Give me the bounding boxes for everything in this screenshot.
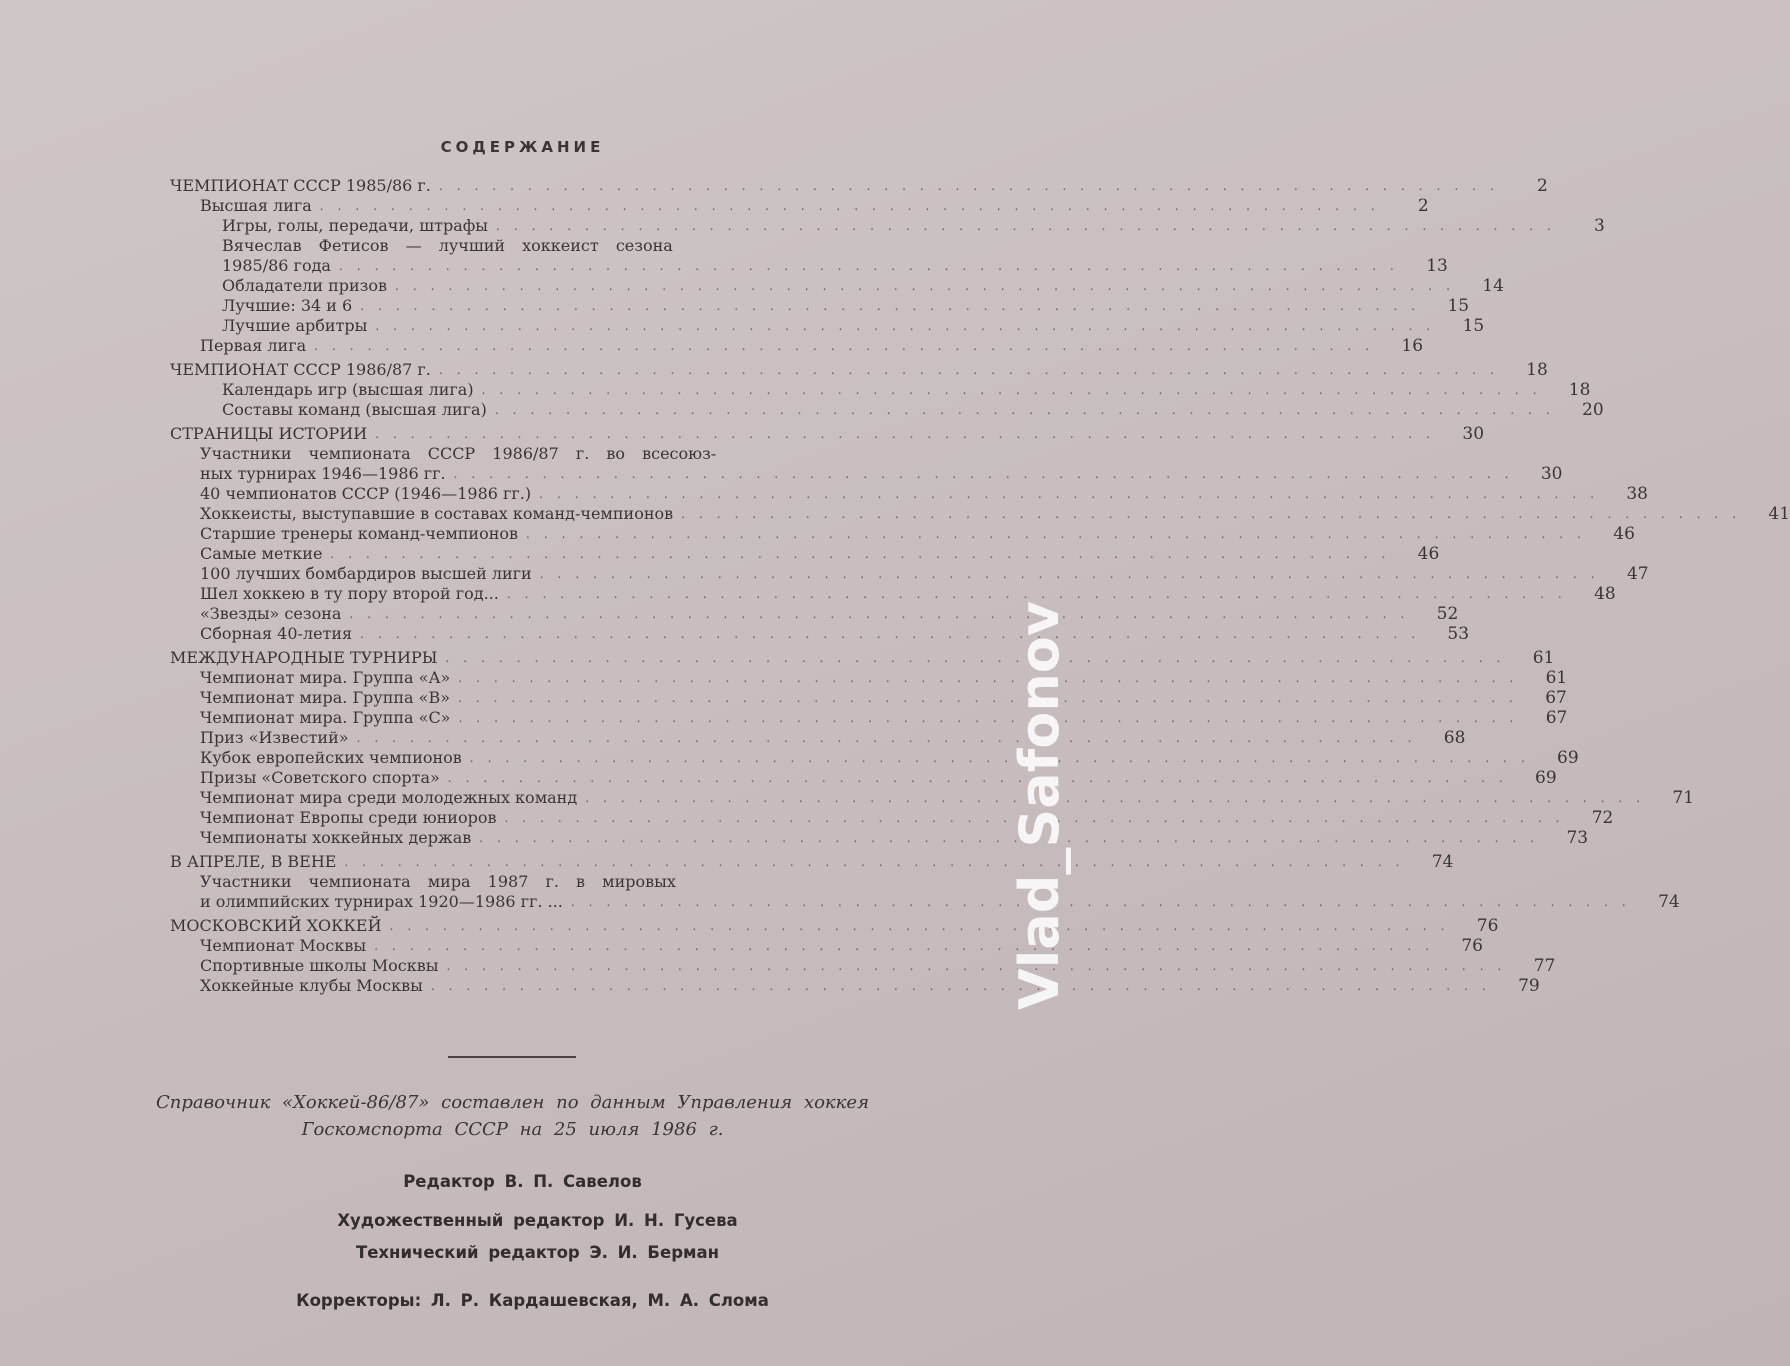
toc-entry (160, 688, 1567, 708)
toc-entry (160, 936, 1483, 956)
toc-entry (160, 852, 1454, 872)
credit-tech-editor: Технический редактор Э. И. Берман (355, 1243, 720, 1262)
toc-entry-title: 40 чемпионатов СССР (1946—1986 гг.) (200, 484, 532, 503)
toc-entry-page: 79 (1518, 976, 1540, 996)
toc-entry-page: 71 (1672, 788, 1695, 808)
toc-entry-page: 76 (1461, 936, 1483, 956)
toc-entry-title: В АПРЕЛЕ, В ВЕНЕ (170, 852, 337, 871)
toc-entry (160, 892, 1680, 912)
dot-leader: ............................................................ (457, 691, 1527, 705)
toc-entry-title: 1985/86 года (222, 256, 331, 275)
toc-entry-title: Участники чемпионата мира 1987 г. в мировых (200, 872, 676, 891)
toc-entry-page: 30 (1462, 424, 1485, 444)
toc-entry (160, 748, 1579, 768)
dot-leader: ............................................................ (314, 339, 1384, 353)
toc-entry (160, 668, 1568, 688)
toc-entry-title: Игры, голы, передачи, штрафы (222, 216, 488, 235)
toc-entry-page: 77 (1533, 956, 1556, 976)
toc-entry-title: ЧЕМПИОНАТ СССР 1986/87 г. (170, 360, 431, 379)
toc-entry (160, 976, 1540, 996)
toc-entry-title: Призы «Советского спорта» (200, 768, 440, 787)
toc-entry-title: Высшая лига (200, 196, 312, 215)
toc-entry-page: 15 (1462, 316, 1485, 336)
toc-entry-title: «Звезды» сезона (200, 604, 342, 623)
toc-entry-page: 73 (1566, 828, 1589, 848)
toc-entry (160, 544, 1440, 564)
dot-leader: ............................................................ (526, 527, 1595, 541)
toc-entry-page: 18 (1568, 380, 1591, 400)
dot-leader: ............................................................ (344, 855, 1414, 869)
toc-entry (160, 604, 1459, 624)
credit-proofreaders: Корректоры: Л. Р. Кардашевская, М. А. Слома (296, 1291, 769, 1310)
toc-entry-page: 76 (1476, 916, 1499, 936)
dot-leader: ............................................................ (375, 319, 1445, 333)
credit-art-editor: Художественный редактор И. Н. Гусева (337, 1211, 738, 1230)
toc-entry (160, 708, 1568, 728)
toc-entry-page: 53 (1447, 624, 1470, 644)
toc-entry-page: 61 (1532, 648, 1555, 668)
toc-entry-title: Хоккеисты, выступавшие в составах команд-чемпионов (200, 504, 674, 523)
toc-entry-title: Составы команд (высшая лига) (222, 400, 487, 419)
toc-entry-page: 67 (1545, 688, 1567, 708)
toc-entry-title: СТРАНИЦЫ ИСТОРИИ (170, 424, 368, 443)
toc-entry (160, 524, 1635, 544)
toc-entry-title: Чемпионат Европы среди юниоров (200, 808, 497, 827)
toc-entry (160, 584, 1616, 604)
dot-leader: ............................................................ (495, 219, 1565, 233)
toc-entry-title: Сборная 40-летия (200, 624, 353, 643)
toc-entry-title: Приз «Известий» (200, 728, 349, 747)
toc-entry (160, 276, 1504, 296)
toc-entry (160, 484, 1648, 504)
toc-entry (160, 828, 1589, 848)
toc-entry-page: 30 (1540, 464, 1563, 484)
toc-entry-title: Лучшие: 34 и 6 (222, 296, 353, 315)
dot-leader: ............................................................ (389, 919, 1459, 933)
dot-leader: ............................................................ (453, 467, 1523, 481)
toc-entry (160, 316, 1485, 336)
divider (448, 1056, 576, 1058)
toc-entry-title: Участники чемпионата СССР 1986/87 г. во всесоюз- (200, 444, 717, 463)
dot-leader: ............................................................ (445, 651, 1515, 665)
dot-leader: ............................................................ (330, 547, 1400, 561)
toc-entry-title: Чемпионат мира среди молодежных команд (200, 788, 578, 807)
dot-leader: ............................................................ (539, 487, 1608, 501)
dot-leader: ............................................................ (375, 427, 1445, 441)
toc-entry (160, 564, 1649, 584)
toc-entry (160, 424, 1485, 444)
toc-entry-title: Чемпионат мира. Группа «А» (200, 668, 451, 687)
toc-entry-title: Хоккейные клубы Москвы (200, 976, 423, 995)
toc-entry-title: 100 лучших бомбардиров высшей лиги (200, 564, 532, 583)
dot-leader: ............................................................ (506, 587, 1576, 601)
toc-entry-page: 48 (1594, 584, 1616, 604)
toc-entry-page: 74 (1658, 892, 1680, 912)
dot-leader: ............................................................ (438, 363, 1508, 377)
toc-entry-page: 74 (1431, 852, 1454, 872)
toc-entry-page: 46 (1417, 544, 1440, 564)
toc-entry-page: 67 (1545, 708, 1568, 728)
toc-entry-page: 16 (1401, 336, 1424, 356)
dot-leader: ............................................................ (504, 811, 1574, 825)
toc-entry-title: Чемпионат мира. Группа «С» (200, 708, 451, 727)
toc-entry-page: 3 (1594, 216, 1605, 236)
toc-entry-page: 20 (1582, 400, 1604, 420)
toc-entry-title: Лучшие арбитры (222, 316, 368, 335)
toc-entry (160, 360, 1548, 380)
toc-entry-page: 72 (1591, 808, 1614, 828)
dot-leader: ............................................................ (349, 607, 1419, 621)
toc-entry-page: 52 (1436, 604, 1459, 624)
dot-leader: ............................................................ (360, 627, 1430, 641)
toc-entry (160, 400, 1604, 420)
toc-entry-page: 18 (1526, 360, 1548, 380)
toc-entry-title: Самые меткие (200, 544, 323, 563)
toc-entry (160, 728, 1466, 748)
toc-entry-title: Старшие тренеры команд-чемпионов (200, 524, 519, 543)
dot-leader: ............................................................ (338, 259, 1408, 273)
toc-entry (160, 504, 1790, 524)
dot-leader: ............................................................ (458, 711, 1528, 725)
dot-leader: ............................................................ (446, 959, 1516, 973)
toc-entry-page: 15 (1447, 296, 1470, 316)
toc-entry-page: 41 (1768, 504, 1790, 524)
toc-entry (160, 768, 1557, 788)
toc-entry-title: и олимпийских турнирах 1920—1986 гг. ... (200, 892, 563, 911)
toc-entry-page: 61 (1545, 668, 1568, 688)
dot-leader: ............................................................ (374, 939, 1443, 953)
toc-entry-page: 38 (1626, 484, 1648, 504)
dot-leader: ............................................................ (585, 791, 1655, 805)
toc-entry-page: 69 (1557, 748, 1579, 768)
toc-entry-title: Чемпионат мира. Группа «В» (200, 688, 450, 707)
toc-entry-title: МЕЖДУНАРОДНЫЕ ТУРНИРЫ (170, 648, 438, 667)
toc-entry (160, 808, 1614, 828)
toc-entry-title: Чемпионаты хоккейных держав (200, 828, 472, 847)
toc-entry (160, 956, 1556, 976)
toc-entry-title: ЧЕМПИОНАТ СССР 1985/86 г. (170, 176, 431, 195)
toc-entry-title: Обладатели призов (222, 276, 388, 295)
note-line-2: Госкомспорта СССР на 25 июля 1986 г. (301, 1119, 724, 1140)
toc-entry-title: Кубок европейских чемпионов (200, 748, 462, 767)
toc-title: СОДЕРЖАНИЕ (440, 138, 605, 156)
dot-leader: ............................................................ (494, 403, 1564, 417)
toc-entry-page: 2 (1536, 176, 1548, 196)
toc-entry-title: МОСКОВСКИЙ ХОККЕЙ (170, 916, 382, 935)
watermark: Vlad_Safonov (1008, 600, 1071, 1010)
toc-entry (160, 624, 1470, 644)
toc-entry (160, 916, 1499, 936)
toc-entry (160, 336, 1424, 356)
toc-entry-title: ных турнирах 1946—1986 гг. (200, 464, 446, 483)
toc-entry (160, 196, 1429, 216)
dot-leader: ............................................................ (395, 279, 1464, 293)
toc-entry (160, 464, 1563, 484)
note-line-1: Справочник «Хоккей-86/87» составлен по данным Управления хоккея (155, 1092, 869, 1113)
toc-entry-page: 68 (1443, 728, 1466, 748)
toc-entry (160, 648, 1555, 668)
toc-entry (160, 296, 1470, 316)
toc-entry-page: 2 (1417, 196, 1429, 216)
toc-entry-title: Календарь игр (высшая лига) (222, 380, 474, 399)
toc-entry (160, 380, 1591, 400)
toc-entry-page: 47 (1626, 564, 1649, 584)
toc-entry-title: Шел хоккею в ту пору второй год... (200, 584, 499, 603)
dot-leader: ............................................................ (539, 567, 1609, 581)
toc-entry-title: Спортивные школы Москвы (200, 956, 439, 975)
dot-leader: ............................................................ (469, 751, 1539, 765)
dot-leader: ............................................................ (356, 731, 1426, 745)
toc-entry (160, 256, 1448, 276)
dot-leader: ............................................................ (481, 383, 1551, 397)
toc-entry-page: 69 (1535, 768, 1557, 788)
toc-entry-title: Первая лига (200, 336, 307, 355)
dot-leader: ............................................................ (479, 831, 1549, 845)
toc-entry-page: 14 (1482, 276, 1504, 296)
dot-leader: ............................................................ (447, 771, 1517, 785)
toc-entry (160, 216, 1605, 236)
credit-editor: Редактор В. П. Савелов (403, 1172, 642, 1191)
toc-entry-page: 46 (1613, 524, 1635, 544)
dot-leader: ............................................................ (438, 179, 1508, 193)
toc-entry (160, 176, 1548, 196)
dot-leader: ............................................................ (458, 671, 1528, 685)
dot-leader: ............................................................ (681, 507, 1751, 521)
dot-leader: ............................................................ (360, 299, 1430, 313)
toc-entry-title: Чемпионат Москвы (200, 936, 367, 955)
dot-leader: ............................................................ (319, 199, 1389, 213)
dot-leader: ............................................................ (570, 895, 1640, 909)
toc-entry-title: Вячеслав Фетисов — лучший хоккеист сезона (222, 236, 673, 255)
toc-entry (160, 872, 895, 892)
toc-entry-page: 13 (1426, 256, 1448, 276)
toc-entry (160, 444, 895, 464)
toc-entry (160, 236, 895, 256)
toc-entry (160, 788, 1695, 808)
dot-leader: ............................................................ (430, 979, 1500, 993)
